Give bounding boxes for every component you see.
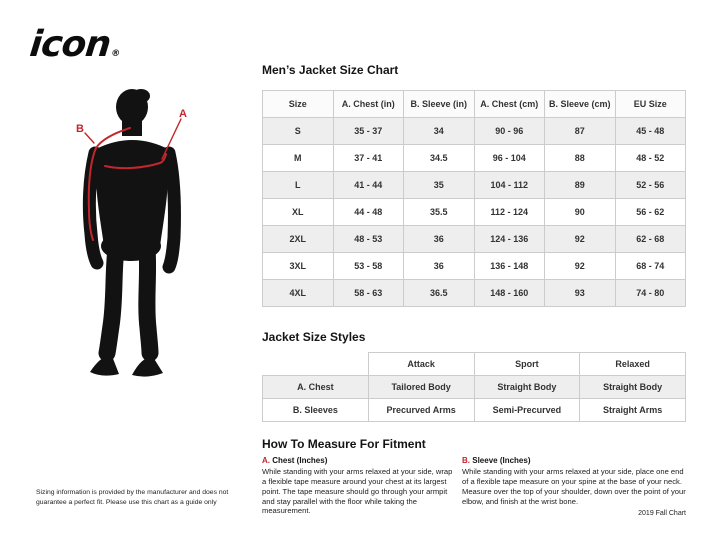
chart-version: 2019 Fall Chart: [638, 510, 686, 517]
table-cell: 52 - 56: [615, 172, 686, 199]
table-row: [263, 376, 686, 399]
table-cell: 96 - 104: [474, 145, 545, 172]
table-cell: 58 - 63: [333, 280, 404, 307]
label-a: A: [179, 108, 187, 120]
b-pointer-line: [85, 133, 94, 143]
table-cell: A. Chest: [263, 376, 369, 399]
table-row: [263, 226, 686, 253]
label-b: B: [76, 123, 84, 135]
measure-title: How To Measure For Fitment: [262, 437, 426, 451]
table-row: [263, 172, 686, 199]
column-header: Sport: [474, 353, 580, 376]
measurement-figure: [60, 86, 205, 381]
table-cell: 41 - 44: [333, 172, 404, 199]
table-cell: Straight Body: [474, 376, 580, 399]
table-cell: 36: [404, 253, 475, 280]
table-row: [263, 253, 686, 280]
sleeve-instructions-label: [462, 456, 686, 465]
table-cell: 74 - 80: [615, 280, 686, 307]
table-header-row: [263, 353, 686, 376]
mens-jacket-size-table: [262, 90, 686, 307]
table-cell: 124 - 136: [474, 226, 545, 253]
table-cell: 36.5: [404, 280, 475, 307]
table-cell: 68 - 74: [615, 253, 686, 280]
column-header: B. Sleeve (cm): [545, 91, 616, 118]
table-header-row: [263, 91, 686, 118]
table-cell: 93: [545, 280, 616, 307]
table-cell: 35.5: [404, 199, 475, 226]
table-row: [263, 280, 686, 307]
table-cell: 90 - 96: [474, 118, 545, 145]
registered-trademark-symbol: ®: [110, 49, 120, 59]
table-cell: 104 - 112: [474, 172, 545, 199]
size-chart-title: Men’s Jacket Size Chart: [262, 63, 399, 77]
table-cell: Precurved Arms: [368, 399, 474, 422]
table-cell: 4XL: [263, 280, 334, 307]
table-cell: Straight Arms: [580, 399, 686, 422]
table-row: [263, 118, 686, 145]
column-header: EU Size: [615, 91, 686, 118]
icon-logo-text: icon: [27, 24, 113, 65]
table-cell: 90: [545, 199, 616, 226]
table-cell: 3XL: [263, 253, 334, 280]
table-cell: 35 - 37: [333, 118, 404, 145]
table-cell: 45 - 48: [615, 118, 686, 145]
table-cell: 2XL: [263, 226, 334, 253]
table-cell: 48 - 53: [333, 226, 404, 253]
table-cell: 35: [404, 172, 475, 199]
table-cell: 87: [545, 118, 616, 145]
table-cell: 34.5: [404, 145, 475, 172]
table-cell: 92: [545, 253, 616, 280]
table-cell: 136 - 148: [474, 253, 545, 280]
column-header: A. Chest (in): [333, 91, 404, 118]
column-header: Size: [263, 91, 334, 118]
sleeve-label-prefix: B.: [462, 456, 470, 465]
table-cell: 92: [545, 226, 616, 253]
table-cell: 62 - 68: [615, 226, 686, 253]
table-cell: Tailored Body: [368, 376, 474, 399]
column-header: Relaxed: [580, 353, 686, 376]
table-cell: XL: [263, 199, 334, 226]
male-silhouette: [92, 89, 172, 261]
measure-instructions: [262, 456, 686, 516]
table-cell: 53 - 58: [333, 253, 404, 280]
column-header: Attack: [368, 353, 474, 376]
table-cell: L: [263, 172, 334, 199]
table-row: [263, 145, 686, 172]
table-cell: 48 - 52: [615, 145, 686, 172]
table-cell: 88: [545, 145, 616, 172]
table-cell: S: [263, 118, 334, 145]
table-row: [263, 199, 686, 226]
sleeve-instructions: [462, 456, 686, 516]
sleeve-instructions-text: While standing with your arms relaxed at your side, place one end of a flexible tape measure on your spine at the base of your neck. Measure over the top of your shoulder, down over the point of your elbow, and finish at the wrist bone.: [462, 467, 686, 506]
column-header: A. Chest (cm): [474, 91, 545, 118]
column-header: [263, 353, 369, 376]
jacket-size-styles-table: [262, 352, 686, 422]
sizing-disclaimer: Sizing information is provided by the manufacturer and does not guarantee a perfect fit. Please use this chart as a guide only: [36, 489, 229, 506]
table-cell: 56 - 62: [615, 199, 686, 226]
table-cell: 44 - 48: [333, 199, 404, 226]
chest-instructions: [262, 456, 456, 516]
table-cell: B. Sleeves: [263, 399, 369, 422]
icon-logo: [28, 24, 122, 65]
table-cell: 34: [404, 118, 475, 145]
table-row: [263, 399, 686, 422]
table-cell: M: [263, 145, 334, 172]
column-header: B. Sleeve (in): [404, 91, 475, 118]
table-cell: 37 - 41: [333, 145, 404, 172]
table-cell: 36: [404, 226, 475, 253]
table-cell: 148 - 160: [474, 280, 545, 307]
table-cell: Straight Body: [580, 376, 686, 399]
table-cell: Semi-Precurved: [474, 399, 580, 422]
chest-instructions-label: [262, 456, 456, 465]
styles-title: Jacket Size Styles: [262, 330, 366, 344]
chest-label-prefix: A.: [262, 456, 270, 465]
sleeve-label-text: Sleeve (Inches): [472, 456, 531, 465]
chest-instructions-text: While standing with your arms relaxed at your side, wrap a flexible tape measure around your chest at its largest point. The tape measure should go through your armpit and stay parallel with the floor while taking the measurement.: [262, 467, 453, 516]
content-column: [262, 58, 686, 516]
chest-label-text: Chest (Inches): [272, 456, 328, 465]
table-cell: 112 - 124: [474, 199, 545, 226]
table-cell: 89: [545, 172, 616, 199]
